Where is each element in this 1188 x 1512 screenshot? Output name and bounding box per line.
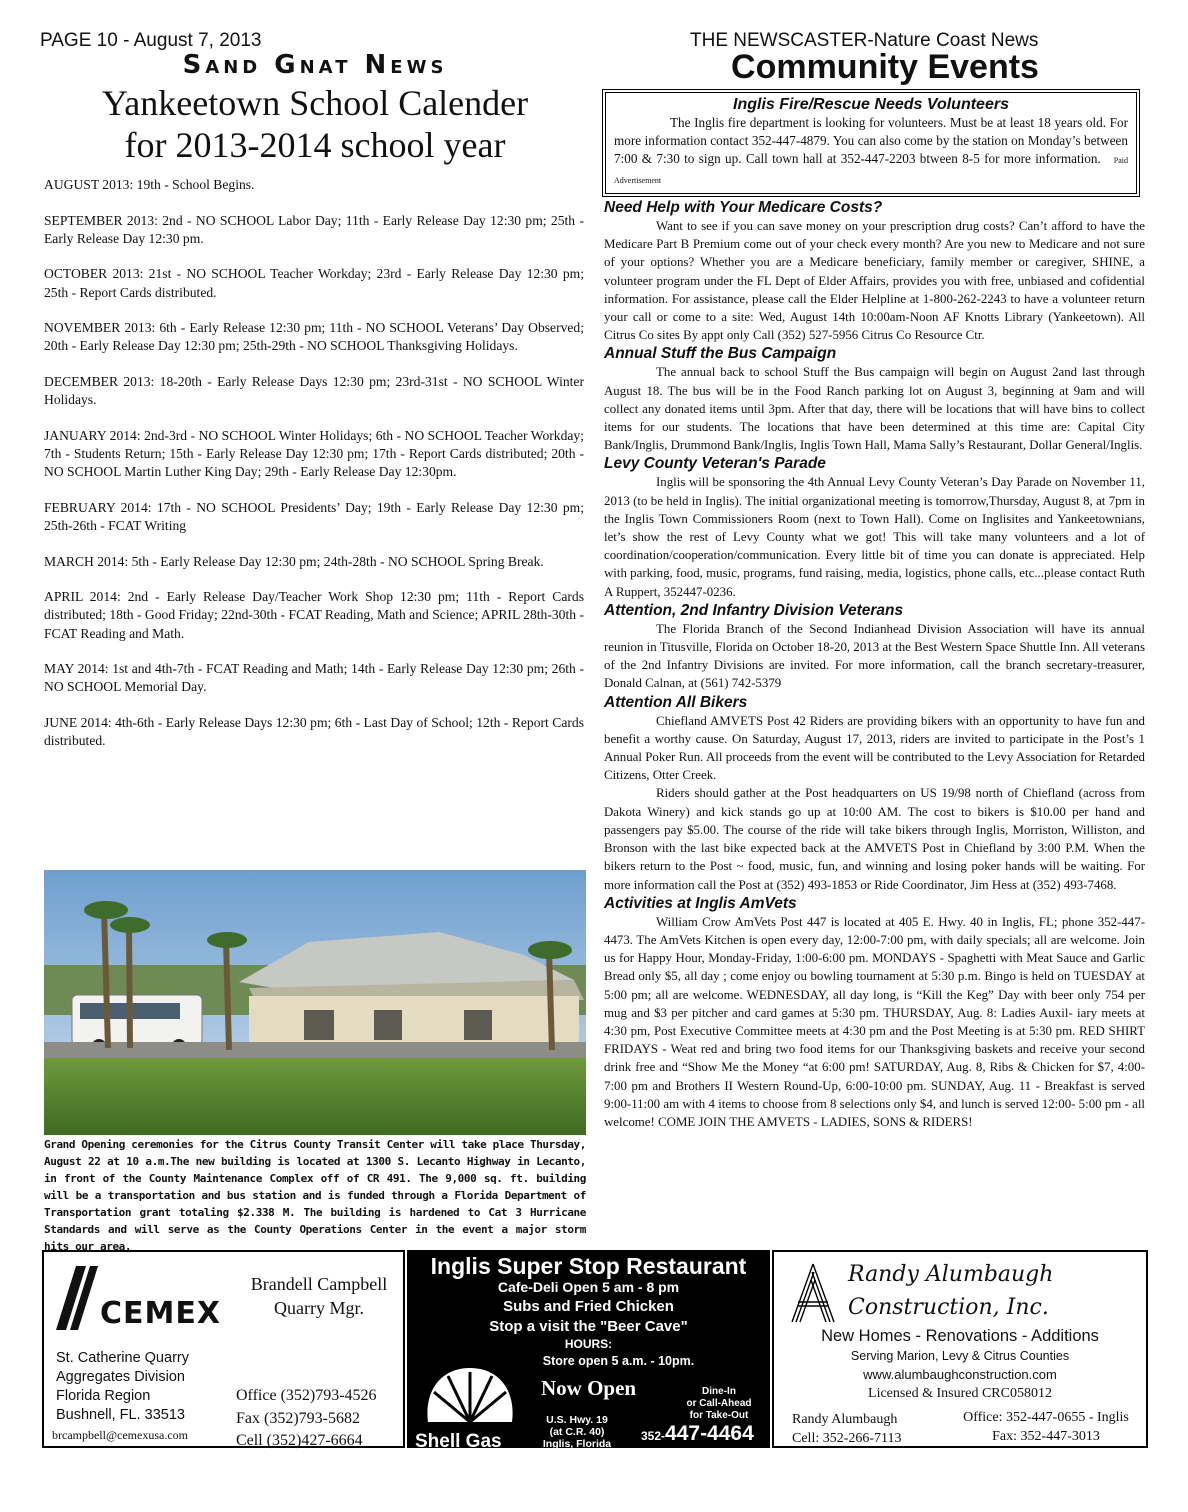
inglis-ad-line: Stop a visit the "Beer Cave": [489, 1318, 688, 1335]
event-title: Need Help with Your Medicare Costs?: [604, 199, 883, 216]
alumbaugh-website: www.alumbaughconstruction.com: [863, 1367, 1057, 1382]
alumbaugh-contact-name: Randy Alumbaugh: [792, 1412, 898, 1427]
calendar-entry: SEPTEMBER 2013: 2nd - NO SCHOOL Labor Day; 11th - Early Release Day 12:30 pm; 25th - Early Release Day 12:30 pm.: [44, 212, 584, 246]
calendar-entry: JUNE 2014: 4th-6th - Early Release Days 12:30 pm; 6th - Last Day of School; 12th - Report Cards distributed.: [44, 714, 584, 749]
inglis-dine-line: Dine-In: [702, 1386, 736, 1397]
inglis-now-open: Now Open: [541, 1376, 637, 1400]
inglis-hours: Store open 5 a.m. - 10pm.: [542, 1354, 695, 1368]
community-events: [604, 198, 1145, 1131]
calendar-entry: APRIL 2014: 2nd - Early Release Day/Teacher Work Shop 12:30 pm; 11th - Report Cards distributed; 18th - Good Friday; 22nd-30th - FCAT Reading, Math and Science; APRIL 28th-30th - FCAT Reading and Math.: [44, 589, 584, 641]
calendar-entry: MARCH 2014: 5th - Early Release Day 12:30 pm; 24th-28th - NO SCHOOL Spring Break.: [44, 553, 544, 569]
cemex-ad: [42, 1250, 405, 1448]
section-title: Community Events: [731, 48, 1039, 86]
alumbaugh-tagline: New Homes - Renovations - Additions: [821, 1327, 1099, 1345]
fire-rescue-body: The Inglis fire department is looking for volunteers. Must be at least 18 years old. For more information contact 352-447-4879. You can also come by the station on Monday’s between 7:00 & 7:30 to sign up. Call town hall at 352-447-2203 btween 8-5 for more information.: [614, 115, 1128, 166]
calendar-entry: FEBRUARY 2014: 17th - NO SCHOOL Presidents’ Day; 19th - Early Release Day 12:30 pm; 25th-26th - FCAT Writing: [44, 499, 584, 533]
calendar-list: [44, 176, 584, 768]
calendar-entry: JANUARY 2014: 2nd-3rd - NO SCHOOL Winter Holidays; 6th - NO SCHOOL Teacher Workday; 7th - Students Return; 15th - Early Release Day 12:30 pm; 17th - Report Cards distributed; 20th - NO SCHOOL Martin Luther King Day; 29th - Early Release Day 12:30pm.: [44, 427, 584, 480]
shell-gas-label: Shell Gas: [415, 1431, 502, 1452]
cemex-address-line: Bushnell, FL. 33513: [56, 1407, 185, 1423]
event-title: Annual Stuff the Bus Campaign: [604, 345, 837, 363]
cemex-address-line: Florida Region: [56, 1388, 151, 1404]
event-paragraph: Riders should gather at the Post headquarters on US 19/98 north of Chiefland (across from Dakota Winery) and kick stands go up at 10:00 AM. The cost to bikers is $10.00 per hand and passengers pay $5.00. The course of the ride will take bikers through Inglis, Morriston, Williston, and Bronson with the last bike expected back at the AMVETS Post in Chiefland by 3:00 P.M. When the bikers return to the Post ~ food, music, fun, and winning and losing poker hands will be waiting. For more information call the Post at (352) 493-1853 or Ride Coordinator, Jim Hess at (352) 493-7468.: [604, 786, 1145, 892]
inglis-ad-title: Inglis Super Stop Restaurant: [430, 1253, 747, 1279]
inglis-dine-line: for Take-Out: [689, 1410, 749, 1421]
fire-rescue-box: [602, 89, 1140, 197]
masthead: Sand Gnat News: [182, 50, 448, 80]
page-info: PAGE 10 - August 7, 2013: [40, 30, 262, 51]
calendar-entry: OCTOBER 2013: 21st - NO SCHOOL Teacher Workday; 23rd - Early Release Day 12:30 pm; 25th - Report Cards distributed.: [44, 266, 584, 300]
shell-logo: [415, 1364, 525, 1452]
inglis-dine-line: or Call-Ahead: [686, 1398, 752, 1409]
event-title: Activities at Inglis AmVets: [604, 894, 797, 912]
alumbaugh-contact-cell: Cell: 352-266-7113: [792, 1431, 902, 1446]
transit-center-photo: [44, 870, 586, 1135]
inglis-phone: [641, 1422, 754, 1446]
alumbaugh-fax: Fax: 352-447-3013: [992, 1429, 1100, 1444]
calendar-title-line1: Yankeetown School Calender: [101, 83, 529, 123]
cemex-office-phone: Office (352)793-4526: [236, 1387, 377, 1404]
event-title: Attention, 2nd Infantry Division Veterans: [604, 601, 904, 619]
event-paragraph: The Florida Branch of the Second Indianhead Division Association will have its annual reunion in Titusville, Florida on October 18-20, 2013 at the Best Western Space Shuttle Inn. All veterans of the 2nd Infantry Divisions are invited. For more information, call the branch secretary-treasurer, Donald Calnan, at (561) 742-5379: [604, 621, 1145, 691]
inglis-hours-label: HOURS:: [564, 1337, 613, 1351]
inglis-ad-line: Cafe-Deli Open 5 am - 8 pm: [497, 1279, 680, 1295]
shell-icon: [420, 1364, 520, 1426]
photo-caption: Grand Opening ceremonies for the Citrus County Transit Center will take place Thursday, August 22 at 10 a.m.The new building is located at 1300 S. Lecanto Highway in Lecanto, in front of the County Maintenance Complex off of CR 491. The 9,000 sq. ft. building will be a transportation and bus station and is funded through a Florida Department of Transportation grant totaling $2.338 M. The building is hardened to Cat 3 Hurricane Standards and will serve as the County Operations Center in the event a major storm hits our area.: [44, 1138, 586, 1253]
event-paragraph: Want to see if you can save money on your prescription drug costs? Can’t afford to have the Medicare Part B Premium come out of your check every month? Are you new to Medicare and not sure of your options? Whether you are a Medicare beneficiary, family member or caregiver, SHINE, a volunteer program under the FL Dept of Elder Affairs, provides you with free, unbiased and cofidential information. For assistance, please call the Elder Helpline at 1-800-262-2243 to have a volunteer return your call or come to a site: Wed, August 14th 10:00am-Noon AF Knotts Library (Yankeetown). All Citrus Co sites By appt only Call (352) 527-5956 Citrus Co Resource Ctr.: [604, 219, 1145, 343]
alumbaugh-logo: [788, 1262, 838, 1324]
inglis-location-line: (at C.R. 40): [549, 1426, 605, 1438]
calendar-entry: MAY 2014: 1st and 4th-7th - FCAT Reading and Math; 14th - Early Release Day 12:30 pm; 26th - NO SCHOOL Memorial Day.: [44, 661, 584, 695]
cemex-address-line: St. Catherine Quarry: [56, 1350, 189, 1366]
calendar-entry: AUGUST 2013: 19th - School Begins.: [44, 177, 255, 192]
inglis-location-line: U.S. Hwy. 19: [546, 1414, 608, 1426]
alumbaugh-name-line1: Randy Alumbaugh: [848, 1262, 1054, 1287]
event-paragraph: Inglis will be sponsoring the 4th Annual Levy County Veteran’s Day Parade on November 11, 2013 (to be held in Inglis). The initial organizational meeting is tomorrow,Thursday, August 8, at 7pm in the Inglis Town Commissioners Room (next to Town Hall). Come on Inglisites and Yankeetownians, let’s show the rest of Levy County what we got! This will take many volunteers and a lot of coordination/cooperation/communication. Every little bit of time you can donate is appreciated. Help with parking, food, music, programs, fund raising, media, logistics, phone calls, etc...please contact Ruth A Ruppert, 352447-0236.: [604, 475, 1145, 599]
event-title: Attention All Bikers: [604, 693, 748, 711]
calendar-title-line2: for 2013-2014 school year: [124, 125, 506, 165]
cemex-contact-name: Brandell Campbell: [250, 1274, 388, 1294]
publication-name: THE NEWSCASTER-Nature Coast News: [690, 30, 1039, 51]
inglis-location-line: Inglis, Florida: [542, 1438, 612, 1450]
cemex-address-line: Aggregates Division: [56, 1369, 185, 1385]
inglis-ad-line: Subs and Fried Chicken: [503, 1298, 674, 1315]
transit-center-illustration: [44, 870, 586, 1135]
event-title: Levy County Veteran's Parade: [604, 455, 826, 473]
cemex-fax: Fax (352)793-5682: [236, 1409, 360, 1427]
cemex-cell-phone: Cell (352)427-6664: [236, 1432, 363, 1449]
alumbaugh-serving: Serving Marion, Levy & Citrus Counties: [850, 1349, 1070, 1363]
event-paragraph: William Crow AmVets Post 447 is located at 405 E. Hwy. 40 in Inglis, FL; phone 352-447-4473. The AmVets Kitchen is open every day, 12:00-7:00 pm, with daily specials; all are welcome. Join us for Happy Hour, Monday-Friday, 1:00-6:00 pm. MONDAYS - Spaghetti with Meat Sauce and Garlic Bread only $5, all day ; come enjoy ou bowling tournament at 5:30 p.m. Bingo is held on TUESDAY at 5:00 pm; all are welcome. WEDNESDAY, all day long, is “Kill the Keg” Day with beer only 754 per mug and $3 per pitcher and card games at 5:30 pm. THURSDAY, Aug. 8: Ladies Auxil- iary meets at 4:30 pm, Post Executive Committee meets at 4:30 pm and the Post Meeting is at 5:30 pm. RED SHIRT FRIDAYS - Weat red and bring two food items for our Thanksgiving baskets and receive your second drink free and “Show Me the Money “at 6:00 pm! SATURDAY, Aug. 8, Ribs & Chicken for $7, 4:00-7:00 pm and Brothers II Western Round-Up, 6:00-10:00 pm. SUNDAY, Aug. 11 - Breakfast is served 9:00-11:00 am with 4 items to choose from 8 selections only $4, and lunch is served 12:00- 5:00 pm - all welcome! COME JOIN THE AMVETS - LADIES, SONS & RIDERS!: [604, 914, 1145, 1129]
inglis-phone-number: 447-4464: [665, 1422, 754, 1445]
cemex-slash-icon: [56, 1266, 98, 1330]
calendar-title: [40, 82, 590, 166]
event-paragraph: Chiefland AMVETS Post 42 Riders are providing bikers with an opportunity to have fun and benefit a worthy cause. On Saturday, August 17, 2013, riders are invited to participate in the Post’s 1 Annual Poker Run. All proceeds from the event will be contributed to the Levy Association for Retarded Citizens, Otter Creek.: [604, 713, 1145, 783]
alumbaugh-name-line2: Construction, Inc.: [848, 1295, 1049, 1320]
cemex-logo-text: CEMEX: [100, 1296, 221, 1331]
ads-row: [42, 1250, 1148, 1450]
inglis-phone-prefix: 352-: [641, 1429, 666, 1443]
cemex-logo: [56, 1266, 236, 1336]
event-paragraph: The annual back to school Stuff the Bus campaign will begin on August 2and last through August 18. The bus will be in the Food Ranch parking lot on August 3, beginning at 9am and will collect any donated items until 3pm. After that day, there will be locations that will have bins to collect items for our students. The locations that have been determined at this time are: Capital City Bank/Inglis, Drummond Bank/Inglis, Inglis Town Hall, Mama Sally’s Restaurant, Dollar General/Inglis.: [604, 365, 1145, 453]
calendar-entry: DECEMBER 2013: 18-20th - Early Release Days 12:30 pm; 23rd-31st - NO SCHOOL Winter Holidays.: [44, 373, 584, 408]
alumbaugh-a-icon: [788, 1262, 838, 1324]
cemex-contact-role: Quarry Mgr.: [274, 1298, 364, 1318]
cemex-email: brcampbell@cemexusa.com: [52, 1428, 188, 1442]
fire-rescue-title: Inglis Fire/Rescue Needs Volunteers: [733, 96, 1009, 113]
alumbaugh-office-phone: Office: 352-447-0655 - Inglis: [963, 1410, 1129, 1425]
inglis-super-stop-ad: [407, 1250, 770, 1452]
alumbaugh-license: Licensed & Insured CRC058012: [868, 1386, 1052, 1401]
paid-ad-label: Paid Advertisement: [614, 156, 1129, 185]
alumbaugh-construction-ad: [772, 1250, 1148, 1448]
calendar-entry: NOVEMBER 2013: 6th - Early Release 12:30 pm; 11th - NO SCHOOL Veterans’ Day Observed; 20th - Early Release Day 12:30 pm; 25th-29th - NO SCHOOL Thanksgiving Holidays.: [44, 320, 584, 354]
